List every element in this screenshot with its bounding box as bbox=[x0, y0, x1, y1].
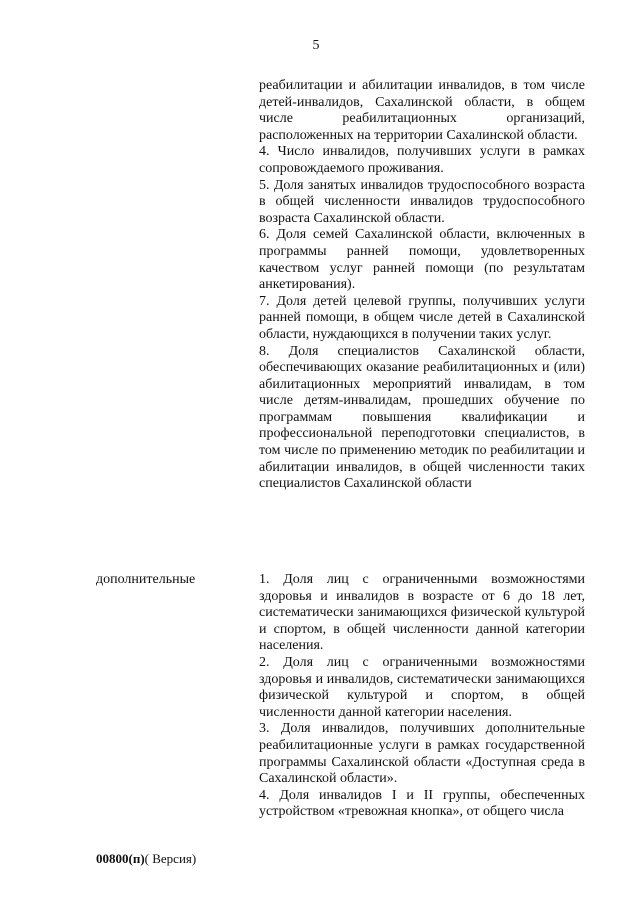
indicator-paragraph: 7. Доля детей целевой группы, получивших услуги ранней помощи, в общем числе детей в Сахалинской области, нуждающихся в получении таких услуг. bbox=[259, 293, 585, 342]
document-code: 00800(п) bbox=[96, 851, 145, 866]
indicator-paragraph: 1. Доля лиц с ограниченными возможностями здоровья и инвалидов в возрасте от 6 до 18 лет, систематически занимающихся физической культурой и спортом, в общей численности данной категории населения. bbox=[259, 572, 585, 654]
document-version: ( Версия) bbox=[144, 851, 197, 866]
additional-indicators-label: дополнительные bbox=[96, 572, 196, 587]
indicator-paragraph: 6. Доля семей Сахалинской области, включенных в программы ранней помощи, удовлетворенных качеством услуг ранней помощи (по результатам анкетирования). bbox=[259, 227, 585, 293]
indicator-paragraph: 8. Доля специалистов Сахалинской области, обеспечивающих оказание реабилитационных и (или) абилитационных мероприятий инвалидам, в том числе детям-инвалидам, прошедших обучение по программам повышения квалификации и профессиональной переподготовки специалистов, в том числе по применению методик по реабилитации и абилитации инвалидов, в общей численности таких специалистов Сахалинской области bbox=[259, 343, 585, 492]
additional-indicators-list bbox=[259, 572, 585, 821]
indicator-paragraph: 2. Доля лиц с ограниченными возможностями здоровья и инвалидов, систематически занимающихся физической культурой и спортом, в общей численности данной категории населения. bbox=[259, 654, 585, 720]
indicator-paragraph: 5. Доля занятых инвалидов трудоспособного возраста в общей численности инвалидов трудоспособного возраста Сахалинской области. bbox=[259, 177, 585, 226]
indicator-paragraph: 4. Доля инвалидов I и II группы, обеспеченных устройством «тревожная кнопка», от общего числа bbox=[259, 787, 585, 820]
document-footer bbox=[96, 851, 196, 867]
main-indicators-list bbox=[259, 78, 585, 493]
indicator-paragraph: 4. Число инвалидов, получивших услуги в рамках сопровождаемого проживания. bbox=[259, 144, 585, 176]
indicator-paragraph: 3. Доля инвалидов, получивших дополнительные реабилитационные услуги в рамках государственной программы Сахалинской области «Доступная среда в Сахалинской области». bbox=[259, 721, 585, 787]
indicator-paragraph: реабилитации и абилитации инвалидов, в том числе детей-инвалидов, Сахалинской области, в общем числе реабилитационных организаций, расположенных на территории Сахалинской области. bbox=[259, 78, 585, 143]
page-number: 5 bbox=[312, 38, 320, 53]
